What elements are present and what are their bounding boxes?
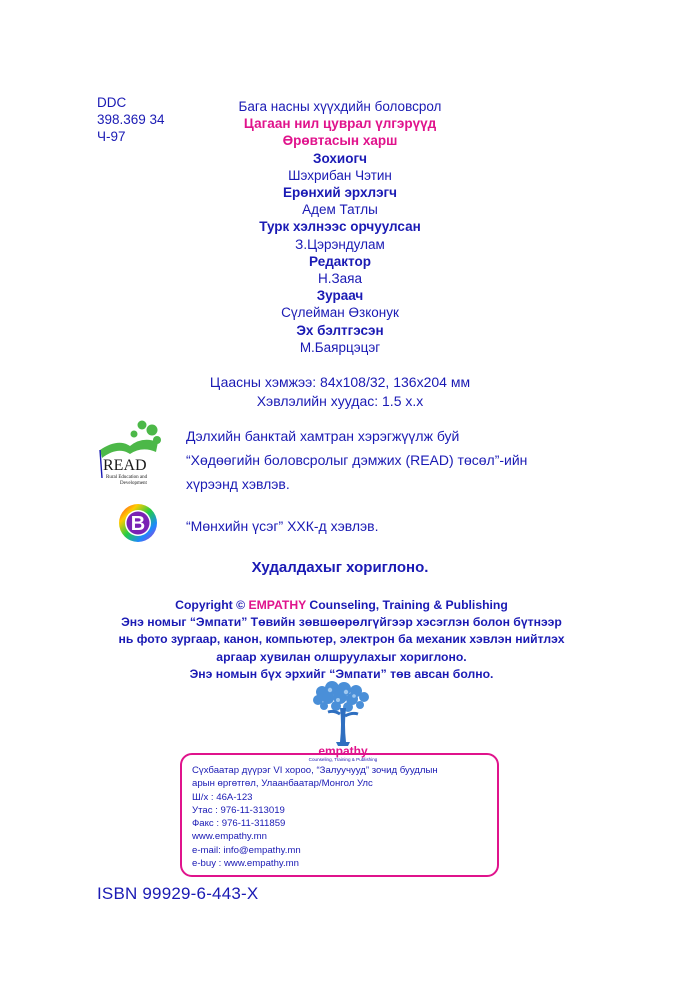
ddc-author-code: Ч-97	[97, 129, 126, 144]
illustrator-label: Зураач	[316, 288, 364, 304]
read-line-2: “Хөдөөгийн боловсролыг дэмжих (READ) төсөл”-ийн	[186, 452, 528, 468]
translator-name: З.Цэрэндулам	[295, 236, 385, 252]
chief-editor-label: Ерөнхий эрхлэгч	[282, 185, 398, 201]
read-logo	[96, 416, 168, 488]
read-line-3: хүрээнд хэвлэв.	[186, 476, 290, 492]
empathy-logo-tagline: Counseling, Training & Publishing	[308, 757, 378, 762]
translator-label: Турк хэлнээс орчуулсан	[259, 219, 421, 235]
paper-pages: Хэвлэлийн хуудас: 1.5 х.х	[256, 393, 424, 409]
editor-name: Н.Заяа	[318, 271, 362, 287]
illustrator-name: Сүлейман Өзконук	[281, 305, 399, 321]
ddc-number: 398.369 34	[97, 112, 165, 127]
copyright-brand: EMPATHY	[248, 598, 307, 612]
author-label: Зохиогч	[313, 150, 367, 166]
empathy-logo-word: empathy	[318, 744, 368, 758]
address-ebuy: e-buy : www.empathy.mn	[192, 858, 299, 870]
not-for-sale-notice: Худалдахыг хориглоно.	[251, 559, 429, 576]
series-title: Цагаан нил цуврал үлгэрүүд	[243, 116, 437, 132]
copyright-line-4: аргаар хувилан олшруулахыг хориглоно.	[216, 649, 467, 664]
copyright-suffix: Counseling, Training & Publishing	[306, 598, 508, 612]
author-name: Шэхрибан Чэтин	[288, 167, 392, 183]
printer-logo-glyph: B	[130, 513, 146, 535]
read-project-text	[186, 424, 626, 496]
ddc-label: DDC	[97, 95, 127, 110]
credits-block	[190, 98, 490, 356]
copyright-line-2: Энэ номыг “Эмпати” Төвийн зөвшөөрөлгүйгээр хэсэглэн болон бүтнээр	[121, 615, 562, 630]
copyright-line-1	[80, 597, 603, 614]
printer-logo-icon	[118, 503, 158, 543]
copyright-block	[80, 597, 603, 683]
copyright-line-5: Энэ номын бүх эрхийг “Эмпати” төв авсан болно.	[189, 666, 494, 681]
address-phone: Утас : 976-11-313019	[192, 804, 285, 816]
paper-info	[150, 373, 530, 411]
read-logo-sub1: Rural Education and	[106, 475, 148, 480]
empathy-logo	[290, 680, 396, 762]
address-email: e-mail: info@empathy.mn	[192, 844, 301, 856]
address-line-1: Сүхбаатар дүүрэг VI хороо, “Залуучууд” зочид буудлын	[192, 765, 438, 776]
book-title: Өрөвтасын харш	[282, 133, 398, 149]
read-logo-word: READ	[103, 457, 147, 474]
address-line-2: арын өргөтгөл, Улаанбаатар/Монгол Улс	[192, 778, 373, 790]
read-logo-sub2: Development	[120, 481, 147, 486]
paper-size: Цаасны хэмжээ: 84х108/32, 136х204 мм	[209, 374, 471, 390]
read-line-1: Дэлхийн банктай хамтран хэрэгжүүлж буй	[186, 428, 460, 444]
address-text	[192, 764, 438, 870]
printer-text: “Мөнхийн үсэг” ХХК-д хэвлэв.	[186, 518, 379, 534]
preparer-name: М.Баярцэцэг	[299, 339, 381, 355]
isbn: ISBN 99929-6-443-X	[97, 884, 259, 903]
preparer-label: Эх бэлтгэсэн	[296, 322, 384, 338]
address-pobox: Ш/х : 46А-123	[192, 791, 253, 803]
address-website: www.empathy.mn	[192, 831, 267, 843]
chief-editor-name: Адем Татлы	[302, 202, 378, 218]
copyright-prefix: Copyright ©	[175, 598, 249, 612]
ddc-block	[97, 94, 165, 145]
series-category: Бага насны хүүхдийн боловсрол	[238, 99, 442, 114]
copyright-line-3: нь фото зургаар, канон, компьютер, электрон ба механик хэвлэн нийтлэх	[118, 632, 565, 647]
editor-label: Редактор	[309, 253, 371, 269]
address-fax: Факс : 976-11-311859	[192, 818, 286, 830]
